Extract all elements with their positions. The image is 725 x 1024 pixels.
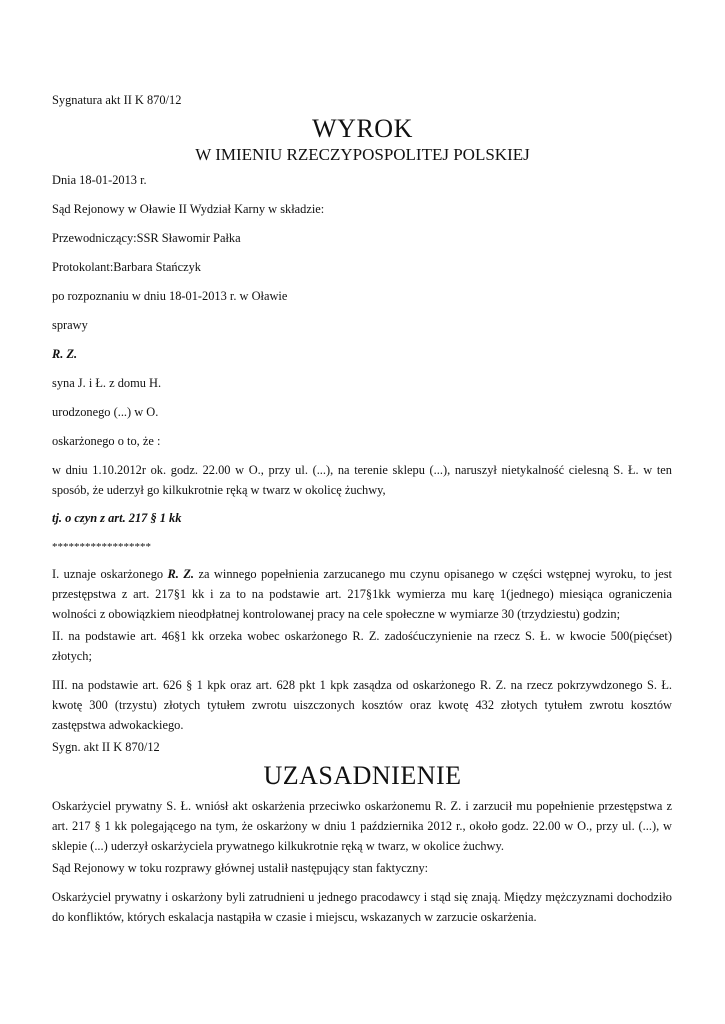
verdict-title: WYROK bbox=[312, 114, 413, 143]
verdict-item-3: III. na podstawie art. 626 § 1 kpk oraz art. 628 pkt 1 kpk zasądza od oskarżonego R. Z. na rzecz pokrzywdzonego S. Ł. kwotę 300 (trzystu) złotych tytułem zwrotu uiszczonych kosztów oraz kwotę 432 złotych tytułem zwrotu kosztów zastępstwa adwokackiego. bbox=[52, 678, 672, 732]
verdict-item-1-defendant: R. Z. bbox=[167, 567, 195, 581]
court-clerk: Protokolant:Barbara Stańczyk bbox=[52, 260, 201, 274]
hearing-date-place: po rozpoznaniu w dniu 18-01-2013 r. w Oławie bbox=[52, 289, 288, 303]
verdict-subtitle: W IMIENIU RZECZYPOSPOLITEJ POLSKIEJ bbox=[195, 145, 530, 164]
justification-title: UZASADNIENIE bbox=[263, 761, 462, 790]
verdict-date: Dnia 18-01-2013 r. bbox=[52, 173, 147, 187]
defendant-birth: urodzonego (...) w O. bbox=[52, 405, 159, 419]
justification-signature: Sygn. akt II K 870/12 bbox=[52, 740, 160, 754]
defendant-name: R. Z. bbox=[52, 347, 78, 361]
case-label: sprawy bbox=[52, 318, 88, 332]
separator-stars: ****************** bbox=[52, 541, 151, 553]
justification-paragraph-1: Oskarżyciel prywatny S. Ł. wniósł akt oskarżenia przeciwko oskarżonemu R. Z. i zarzucił mu popełnienie przestępstwa z art. 217 § 1 kk polegającego na tym, że oskarżony w dniu 1 października 2012 r., około godz. 22.00 w O., przy ul. (...), w sklepie (...) uderzył oskarżyciela prywatnego kilkukrotnie ręką w twarz, w okolice żuchwy. bbox=[52, 799, 672, 853]
verdict-item-1-post: za winnego popełnienia zarzucanego mu czynu opisanego w części wstępnej wyroku, to jest przestępstwa z art. 217§1 kk i za to na podstawie art. 217§1kk wymierza mu karę 1(jednego) miesiąca ograniczenia wolności z obowiązkiem nieodpłatnej kontrolowanej pracy na cele społeczne w wymiarze 30 (trzydziestu) godzin; bbox=[52, 567, 673, 621]
justification-paragraph-2: Sąd Rejonowy w toku rozprawy głównej ustalił następujący stan faktyczny: bbox=[52, 861, 429, 875]
defendant-parents: syna J. i Ł. z domu H. bbox=[52, 376, 162, 390]
verdict-item-1 bbox=[52, 564, 672, 624]
court-composition: Sąd Rejonowy w Oławie II Wydział Karny w składzie: bbox=[52, 202, 325, 216]
verdict-item-2: II. na podstawie art. 46§1 kk orzeka wobec oskarżonego R. Z. zadośćuczynienie na rzecz S. Ł. w kwocie 500(pięćset) złotych; bbox=[52, 629, 672, 663]
case-signature: Sygnatura akt II K 870/12 bbox=[52, 93, 182, 107]
accusation-intro: oskarżonego o to, że : bbox=[52, 434, 161, 448]
charge-description: w dniu 1.10.2012r ok. godz. 22.00 w O., przy ul. (...), na terenie sklepu (...), naruszył nietykalność cielesną S. Ł. w ten sposób, że uderzył go kilkukrotnie ręką w twarz w okolicę żuchwy, bbox=[52, 463, 672, 497]
charge-article: tj. o czyn z art. 217 § 1 kk bbox=[52, 511, 182, 525]
presiding-judge: Przewodniczący:SSR Sławomir Pałka bbox=[52, 231, 241, 245]
justification-paragraph-3: Oskarżyciel prywatny i oskarżony byli zatrudnieni u jednego pracodawcy i stąd się znają. Między mężczyznami dochodziło do konfliktów, których eskalacja nastąpiła w czasie i miejscu, wskazanych w zarzucie oskarżenia. bbox=[52, 890, 672, 924]
verdict-item-1-pre: I. uznaje oskarżonego bbox=[52, 567, 168, 581]
